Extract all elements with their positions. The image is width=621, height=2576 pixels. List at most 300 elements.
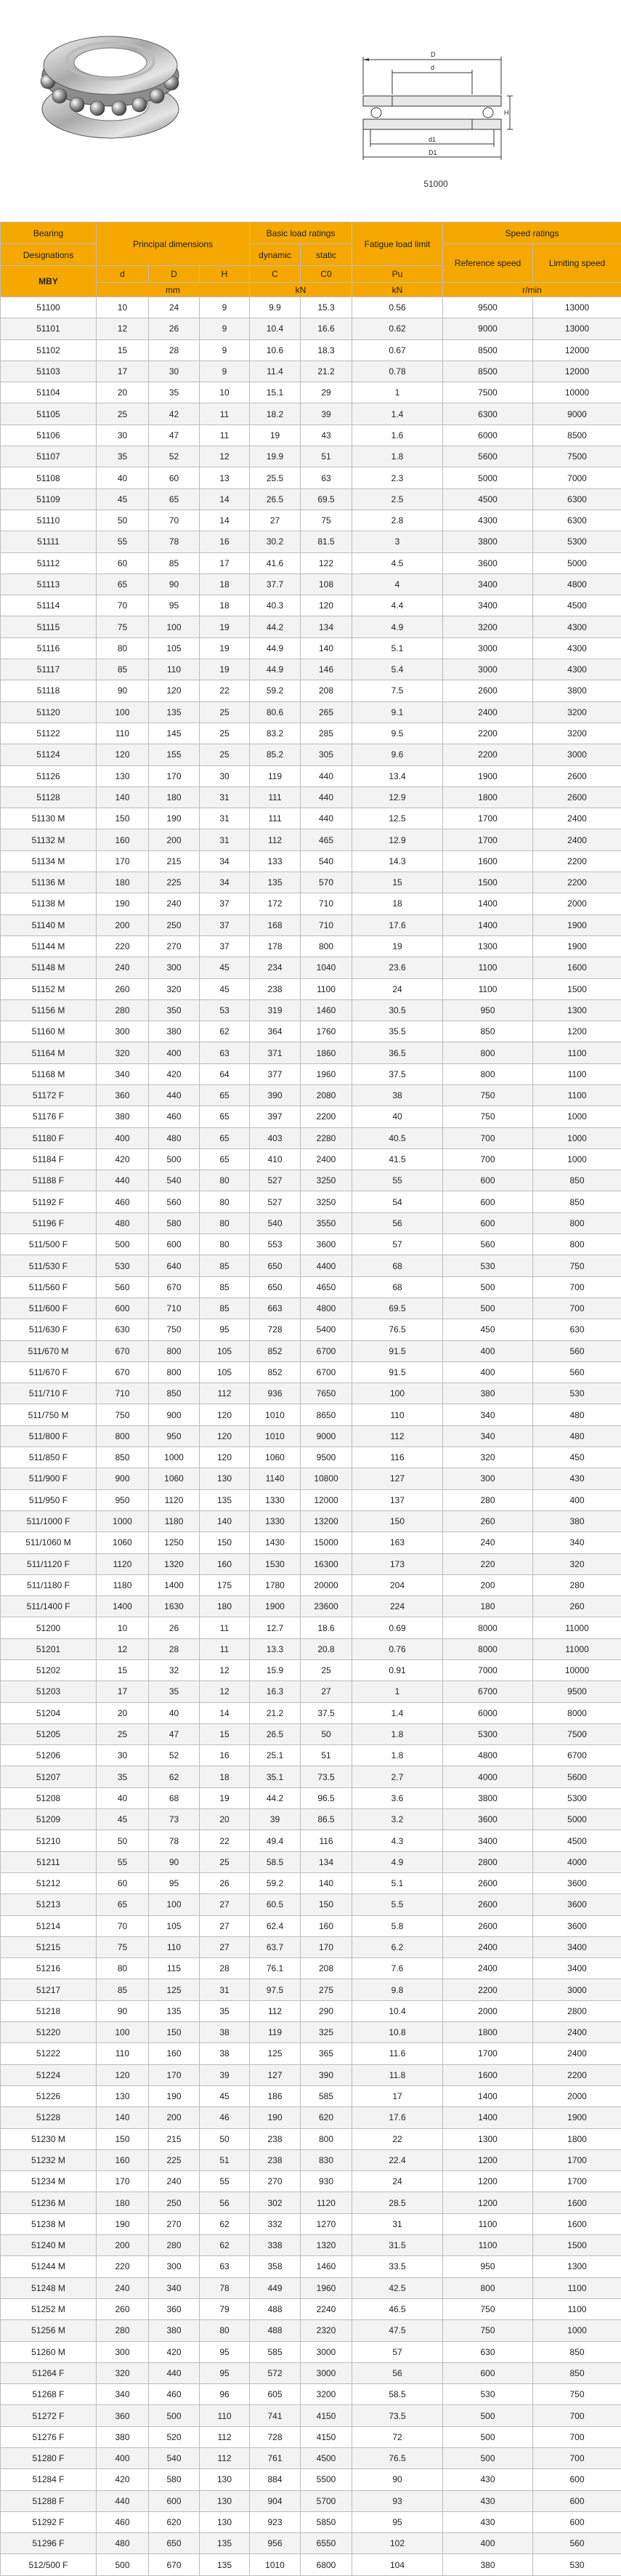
cell-Pu: 7.6 (352, 1958, 443, 1979)
cell-limiting-speed: 2400 (533, 2022, 621, 2043)
cell-d: 200 (97, 2235, 149, 2256)
cell-d: 360 (97, 2405, 149, 2426)
cell-Pu: 5.1 (352, 637, 443, 659)
cell-Pu: 12.9 (352, 786, 443, 808)
cell-C0: 3600 (301, 1234, 352, 1255)
table-row (1, 1723, 621, 1744)
cell-d: 100 (97, 2022, 149, 2043)
cell-limiting-speed: 1100 (533, 1084, 621, 1106)
cell-Pu: 127 (352, 1468, 443, 1489)
cell-d: 17 (97, 1681, 149, 1702)
cell-reference-speed: 750 (443, 2320, 533, 2341)
cell-C0: 1270 (301, 2213, 352, 2234)
cell-C: 19.9 (250, 446, 301, 467)
cell-limiting-speed: 1100 (533, 1042, 621, 1063)
cell-reference-speed: 2800 (443, 1851, 533, 1872)
cell-limiting-speed: 4800 (533, 573, 621, 595)
cell-designation: 511/670 M (1, 1340, 97, 1361)
unit-rmin: r/min (443, 283, 621, 297)
cell-C: 390 (250, 1084, 301, 1106)
cell-H: 34 (200, 872, 250, 893)
cell-limiting-speed: 850 (533, 1191, 621, 1212)
cell-d: 380 (97, 1106, 149, 1127)
cell-H: 19 (200, 659, 250, 680)
cell-D: 190 (149, 2085, 200, 2106)
cell-C0: 160 (301, 1915, 352, 1936)
table-row (1, 2298, 621, 2319)
cell-C: 18.2 (250, 403, 301, 424)
cell-limiting-speed: 3400 (533, 1936, 621, 1957)
cell-H: 25 (200, 701, 250, 723)
cell-C0: 27 (301, 1681, 352, 1702)
cell-d: 170 (97, 850, 149, 872)
cell-C: 1530 (250, 1553, 301, 1574)
cell-C0: 73.5 (301, 1766, 352, 1787)
cell-D: 120 (149, 680, 200, 701)
cell-D: 150 (149, 2022, 200, 2043)
cell-C0: 305 (301, 744, 352, 765)
cell-designation: 51217 (1, 1979, 97, 2000)
cell-reference-speed: 6300 (443, 403, 533, 424)
cell-D: 250 (149, 2192, 200, 2213)
cell-reference-speed: 2400 (443, 701, 533, 723)
cell-C: 119 (250, 2022, 301, 2043)
cell-d: 15 (97, 339, 149, 361)
table-row (1, 339, 621, 361)
cell-H: 13 (200, 467, 250, 488)
table-row (1, 361, 621, 382)
cell-limiting-speed: 750 (533, 1255, 621, 1276)
unit-kn: kN (250, 283, 352, 297)
bearing-photo (38, 20, 183, 144)
cell-d: 480 (97, 1212, 149, 1233)
cell-H: 80 (200, 1212, 250, 1233)
cell-Pu: 72 (352, 2426, 443, 2447)
cell-d: 80 (97, 637, 149, 659)
cell-designation: 51122 (1, 723, 97, 744)
cell-reference-speed: 750 (443, 1084, 533, 1106)
cell-H: 30 (200, 765, 250, 786)
cell-H: 45 (200, 978, 250, 999)
cell-reference-speed: 180 (443, 1596, 533, 1617)
cell-H: 135 (200, 2533, 250, 2554)
cell-Pu: 31.5 (352, 2235, 443, 2256)
cell-reference-speed: 3400 (443, 1830, 533, 1851)
cell-limiting-speed: 1900 (533, 2107, 621, 2128)
header-designations: Designations (1, 244, 97, 266)
cell-designation: 51100 (1, 297, 97, 318)
cell-d: 110 (97, 723, 149, 744)
cell-H: 135 (200, 1489, 250, 1510)
table-row (1, 531, 621, 552)
cell-Pu: 1.8 (352, 446, 443, 467)
cell-H: 11 (200, 1617, 250, 1638)
cell-reference-speed: 630 (443, 2341, 533, 2362)
cell-H: 46 (200, 2107, 250, 2128)
cell-limiting-speed: 2000 (533, 893, 621, 914)
cell-Pu: 2.3 (352, 467, 443, 488)
cell-D: 340 (149, 2277, 200, 2298)
cell-limiting-speed: 850 (533, 1170, 621, 1191)
cell-H: 9 (200, 339, 250, 361)
cell-D: 350 (149, 999, 200, 1021)
cell-Pu: 56 (352, 2362, 443, 2383)
cell-D: 125 (149, 1979, 200, 2000)
cell-d: 35 (97, 1766, 149, 1787)
cell-D: 225 (149, 2149, 200, 2170)
cell-designation: 51234 M (1, 2171, 97, 2192)
dim-d1-label: d1 (429, 136, 436, 143)
cell-designation: 51196 F (1, 1212, 97, 1233)
cell-designation: 51288 F (1, 2490, 97, 2511)
cell-C: 923 (250, 2511, 301, 2532)
cell-C0: 1760 (301, 1021, 352, 1042)
cell-D: 270 (149, 2213, 200, 2234)
cell-reference-speed: 8000 (443, 1638, 533, 1659)
cell-d: 600 (97, 1297, 149, 1319)
cell-H: 9 (200, 297, 250, 318)
cell-C0: 830 (301, 2149, 352, 2170)
cell-d: 75 (97, 1936, 149, 1957)
cell-limiting-speed: 530 (533, 1383, 621, 1404)
cell-designation: 51113 (1, 573, 97, 595)
table-row (1, 1212, 621, 1233)
cell-d: 25 (97, 403, 149, 424)
cell-designation: 51130 M (1, 808, 97, 829)
cell-C0: 2400 (301, 1148, 352, 1170)
cell-C0: 585 (301, 2085, 352, 2106)
table-row (1, 2256, 621, 2277)
cell-C0: 51 (301, 446, 352, 467)
cell-C: 741 (250, 2405, 301, 2426)
cell-reference-speed: 2400 (443, 1958, 533, 1979)
cell-C0: 16300 (301, 1553, 352, 1574)
cell-H: 62 (200, 1021, 250, 1042)
cell-reference-speed: 500 (443, 1276, 533, 1297)
cell-H: 85 (200, 1276, 250, 1297)
cell-limiting-speed: 750 (533, 2384, 621, 2405)
cell-C: 10.6 (250, 339, 301, 361)
cell-D: 800 (149, 1340, 200, 1361)
cell-reference-speed: 2600 (443, 1915, 533, 1936)
cell-designation: 51205 (1, 1723, 97, 1744)
table-row (1, 1745, 621, 1766)
cell-H: 130 (200, 2469, 250, 2490)
cell-d: 800 (97, 1425, 149, 1446)
cell-Pu: 15 (352, 872, 443, 893)
cell-limiting-speed: 800 (533, 1234, 621, 1255)
cell-d: 320 (97, 2362, 149, 2383)
cell-Pu: 11.8 (352, 2064, 443, 2085)
cell-reference-speed: 500 (443, 2405, 533, 2426)
table-row (1, 2171, 621, 2192)
cell-C0: 1100 (301, 978, 352, 999)
cell-d: 240 (97, 957, 149, 978)
cell-limiting-speed: 3600 (533, 1872, 621, 1893)
cell-designation: 51168 M (1, 1063, 97, 1084)
table-row (1, 680, 621, 701)
cell-Pu: 57 (352, 2341, 443, 2362)
cell-Pu: 224 (352, 1596, 443, 1617)
cell-d: 75 (97, 616, 149, 637)
cell-designation: 51268 F (1, 2384, 97, 2405)
cell-C: 663 (250, 1297, 301, 1319)
cell-H: 65 (200, 1084, 250, 1106)
cell-D: 800 (149, 1361, 200, 1382)
cell-reference-speed: 8500 (443, 339, 533, 361)
header-mby: MBY (1, 266, 97, 297)
cell-designation: 51204 (1, 1702, 97, 1723)
cell-reference-speed: 8000 (443, 1617, 533, 1638)
cell-C: 302 (250, 2192, 301, 2213)
cell-H: 31 (200, 1979, 250, 2000)
cell-D: 360 (149, 2298, 200, 2319)
cell-d: 45 (97, 488, 149, 510)
cell-reference-speed: 1900 (443, 765, 533, 786)
cell-limiting-speed: 800 (533, 1212, 621, 1233)
cell-H: 150 (200, 1532, 250, 1553)
cell-reference-speed: 600 (443, 2362, 533, 2383)
cell-C: 97.5 (250, 1979, 301, 2000)
cell-D: 95 (149, 1872, 200, 1893)
cell-d: 300 (97, 2341, 149, 2362)
cell-reference-speed: 5300 (443, 1723, 533, 1744)
cell-d: 670 (97, 1340, 149, 1361)
cell-designation: 51180 F (1, 1127, 97, 1148)
cell-reference-speed: 400 (443, 1361, 533, 1382)
cell-reference-speed: 220 (443, 1553, 533, 1574)
cell-C0: 3200 (301, 2384, 352, 2405)
cell-C0: 3000 (301, 2362, 352, 2383)
table-row (1, 2426, 621, 2447)
cell-C0: 86.5 (301, 1809, 352, 1830)
cell-C: 44.9 (250, 659, 301, 680)
cell-reference-speed: 1600 (443, 850, 533, 872)
cell-d: 40 (97, 1787, 149, 1808)
cell-D: 1400 (149, 1574, 200, 1595)
cell-d: 460 (97, 2511, 149, 2532)
cell-d: 130 (97, 765, 149, 786)
cell-d: 750 (97, 1404, 149, 1425)
cell-Pu: 150 (352, 1510, 443, 1531)
cell-C: 125 (250, 2043, 301, 2064)
cell-C: 25.5 (250, 467, 301, 488)
cell-limiting-speed: 1900 (533, 914, 621, 935)
cell-d: 900 (97, 1468, 149, 1489)
cell-C0: 1960 (301, 2277, 352, 2298)
cell-C: 403 (250, 1127, 301, 1148)
cell-H: 12 (200, 446, 250, 467)
cell-H: 9 (200, 318, 250, 339)
cell-C: 37.7 (250, 573, 301, 595)
cell-C: 1060 (250, 1447, 301, 1468)
cell-H: 12 (200, 1660, 250, 1681)
cell-Pu: 38 (352, 1084, 443, 1106)
cell-designation: 51209 (1, 1809, 97, 1830)
cell-C0: 122 (301, 552, 352, 573)
cell-limiting-speed: 700 (533, 2447, 621, 2468)
cell-Pu: 14.3 (352, 850, 443, 872)
cell-C: 190 (250, 2107, 301, 2128)
cell-C0: 3550 (301, 1212, 352, 1233)
cell-Pu: 4.9 (352, 616, 443, 637)
cell-Pu: 54 (352, 1191, 443, 1212)
cell-D: 90 (149, 1851, 200, 1872)
cell-D: 28 (149, 339, 200, 361)
cell-d: 50 (97, 1830, 149, 1851)
cell-C0: 540 (301, 850, 352, 872)
cell-reference-speed: 1200 (443, 2192, 533, 2213)
cell-C0: 6700 (301, 1361, 352, 1382)
cell-Pu: 173 (352, 1553, 443, 1574)
cell-H: 11 (200, 424, 250, 446)
cell-Pu: 22.4 (352, 2149, 443, 2170)
cell-reference-speed: 5000 (443, 467, 533, 488)
cell-limiting-speed: 4000 (533, 1851, 621, 1872)
cell-C: 85.2 (250, 744, 301, 765)
cell-reference-speed: 7000 (443, 1660, 533, 1681)
cell-designation: 511/500 F (1, 1234, 97, 1255)
cell-D: 480 (149, 1127, 200, 1148)
cell-Pu: 68 (352, 1276, 443, 1297)
cell-reference-speed: 2200 (443, 723, 533, 744)
table-row (1, 2490, 621, 2511)
table-row (1, 2107, 621, 2128)
cell-Pu: 22 (352, 2128, 443, 2149)
cell-C0: 465 (301, 829, 352, 850)
cell-reference-speed: 430 (443, 2469, 533, 2490)
cell-C: 936 (250, 1383, 301, 1404)
cell-Pu: 137 (352, 1489, 443, 1510)
cell-reference-speed: 1700 (443, 829, 533, 850)
cell-reference-speed: 4500 (443, 488, 533, 510)
table-row (1, 1106, 621, 1127)
cell-d: 10 (97, 1617, 149, 1638)
cell-C: 41.6 (250, 552, 301, 573)
cell-reference-speed: 530 (443, 2384, 533, 2405)
cell-D: 35 (149, 382, 200, 403)
cell-H: 55 (200, 2171, 250, 2192)
cell-Pu: 47.5 (352, 2320, 443, 2341)
cell-limiting-speed: 1000 (533, 2320, 621, 2341)
cell-C0: 4150 (301, 2426, 352, 2447)
cell-reference-speed: 300 (443, 1468, 533, 1489)
cell-C0: 20.8 (301, 1638, 352, 1659)
cell-C0: 570 (301, 872, 352, 893)
cell-Pu: 0.69 (352, 1617, 443, 1638)
table-row (1, 1021, 621, 1042)
cell-d: 20 (97, 1702, 149, 1723)
cell-H: 35 (200, 2000, 250, 2021)
cell-D: 240 (149, 2171, 200, 2192)
cell-D: 105 (149, 1915, 200, 1936)
cell-H: 45 (200, 2085, 250, 2106)
cell-d: 240 (97, 2277, 149, 2298)
cell-C: 13.3 (250, 1638, 301, 1659)
table-row (1, 467, 621, 488)
cell-reference-speed: 700 (443, 1148, 533, 1170)
cell-reference-speed: 1100 (443, 2213, 533, 2234)
cell-limiting-speed: 630 (533, 1319, 621, 1340)
cell-limiting-speed: 7000 (533, 467, 621, 488)
cell-d: 480 (97, 2533, 149, 2554)
table-row (1, 2447, 621, 2468)
cell-d: 90 (97, 680, 149, 701)
cell-reference-speed: 5600 (443, 446, 533, 467)
cell-H: 39 (200, 2064, 250, 2085)
cell-d: 85 (97, 1979, 149, 2000)
cell-D: 160 (149, 2043, 200, 2064)
cell-Pu: 1.8 (352, 1723, 443, 1744)
cell-H: 80 (200, 1191, 250, 1212)
cell-designation: 511/710 F (1, 1383, 97, 1404)
cell-limiting-speed: 2800 (533, 2000, 621, 2021)
cell-D: 420 (149, 1063, 200, 1084)
cell-C0: 440 (301, 808, 352, 829)
cell-reference-speed: 600 (443, 1191, 533, 1212)
table-row (1, 616, 621, 637)
cell-H: 175 (200, 1574, 250, 1595)
cell-C: 527 (250, 1191, 301, 1212)
cell-designation: 51111 (1, 531, 97, 552)
cell-reference-speed: 530 (443, 1255, 533, 1276)
cell-d: 710 (97, 1383, 149, 1404)
cell-d: 140 (97, 786, 149, 808)
cell-d: 60 (97, 1872, 149, 1893)
cell-Pu: 13.4 (352, 765, 443, 786)
cell-reference-speed: 950 (443, 999, 533, 1021)
cell-limiting-speed: 1200 (533, 1021, 621, 1042)
cell-reference-speed: 6000 (443, 1702, 533, 1723)
cell-limiting-speed: 850 (533, 2362, 621, 2383)
cell-H: 18 (200, 573, 250, 595)
table-row (1, 829, 621, 850)
cell-D: 47 (149, 424, 200, 446)
cell-designation: 51117 (1, 659, 97, 680)
cell-C0: 69.5 (301, 488, 352, 510)
cell-d: 1400 (97, 1596, 149, 1617)
table-row (1, 1936, 621, 1957)
cell-H: 27 (200, 1936, 250, 1957)
cell-C0: 6550 (301, 2533, 352, 2554)
table-row (1, 1340, 621, 1361)
unit-mm: mm (97, 283, 250, 297)
cell-limiting-speed: 2400 (533, 2043, 621, 2064)
cell-designation: 51207 (1, 1766, 97, 1787)
cell-reference-speed: 2600 (443, 1872, 533, 1893)
cell-H: 17 (200, 552, 250, 573)
cell-C: 11.4 (250, 361, 301, 382)
cell-d: 190 (97, 893, 149, 914)
cell-reference-speed: 500 (443, 2447, 533, 2468)
cell-Pu: 24 (352, 978, 443, 999)
cell-Pu: 4.9 (352, 1851, 443, 1872)
cell-D: 950 (149, 1425, 200, 1446)
cell-H: 64 (200, 1063, 250, 1084)
cell-designation: 51102 (1, 339, 97, 361)
cell-reference-speed: 1100 (443, 978, 533, 999)
cell-D: 540 (149, 2447, 200, 2468)
cell-C: 1900 (250, 1596, 301, 1617)
cell-designation: 51188 F (1, 1170, 97, 1191)
cell-C: 238 (250, 2128, 301, 2149)
cell-D: 460 (149, 1106, 200, 1127)
cell-limiting-speed: 1300 (533, 999, 621, 1021)
cell-D: 65 (149, 488, 200, 510)
cell-limiting-speed: 13000 (533, 318, 621, 339)
cell-H: 80 (200, 1234, 250, 1255)
cell-d: 17 (97, 361, 149, 382)
